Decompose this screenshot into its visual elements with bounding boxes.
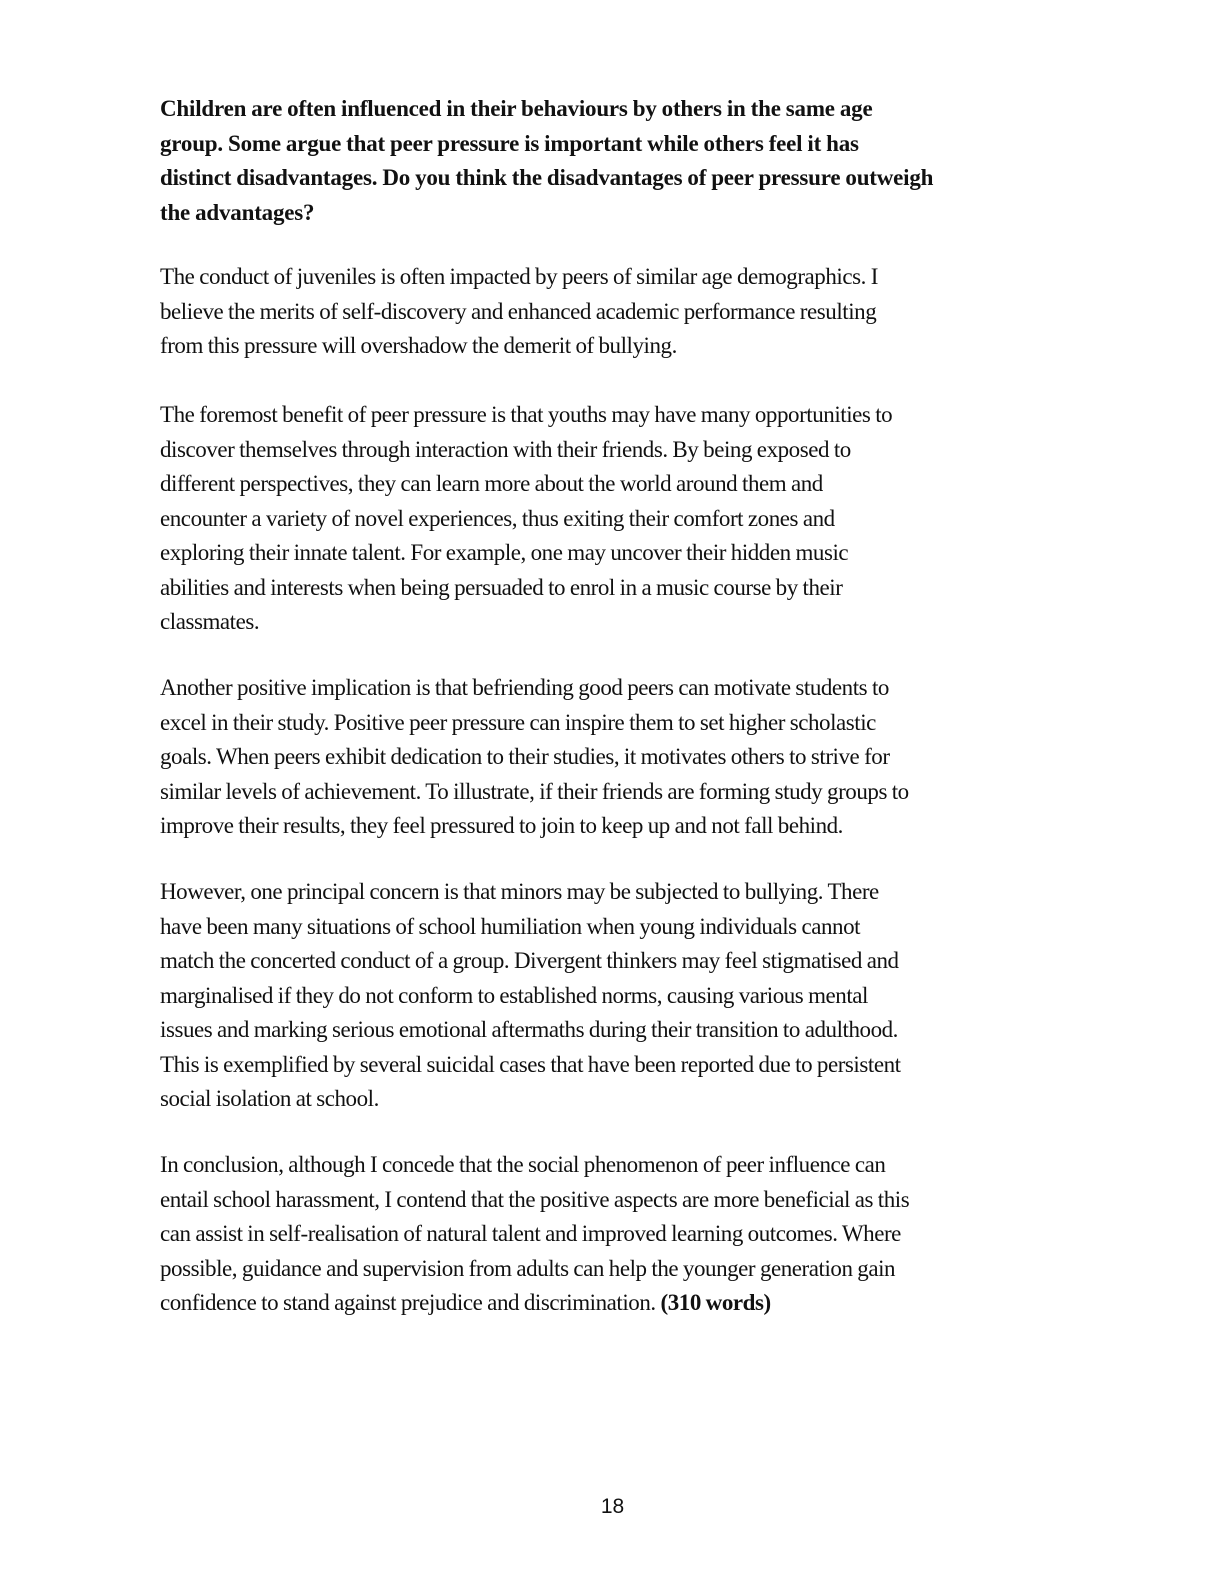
paragraph-body-3 xyxy=(160,875,901,1117)
question-line: distinct disadvantages. Do you think the disadvantages of peer pressure outweigh xyxy=(160,165,934,190)
text-line: entail school harassment, I contend that the positive aspects are more beneficial as this xyxy=(160,1186,910,1212)
text-line: believe the merits of self-discovery and enhanced academic performance resulting xyxy=(160,298,877,324)
text-line: exploring their innate talent. For example, one may uncover their hidden music xyxy=(160,540,849,565)
text-line: possible, guidance and supervision from adults can help the younger generation gain xyxy=(160,1255,896,1281)
text-line-content: confidence to stand against prejudice and discrimination. xyxy=(160,1290,661,1315)
text-line: marginalised if they do not conform to established norms, causing various mental xyxy=(160,982,868,1008)
question-line: group. Some argue that peer pressure is important while others feel it has xyxy=(160,130,859,156)
text-line: can assist in self-realisation of natural talent and improved learning outcomes. Where xyxy=(160,1221,901,1246)
text-line: different perspectives, they can learn more about the world around them and xyxy=(160,471,823,496)
text-line: improve their results, they feel pressured to join to keep up and not fall behind. xyxy=(160,813,843,838)
text-line: However, one principal concern is that minors may be subjected to bullying. There xyxy=(160,879,879,904)
text-line: In conclusion, although I concede that the social phenomenon of peer influence can xyxy=(160,1152,886,1177)
paragraph-introduction xyxy=(160,260,878,364)
text-line: issues and marking serious emotional aftermaths during their transition to adulthood. xyxy=(160,1017,898,1042)
paragraph-conclusion xyxy=(160,1148,909,1321)
page-number: 18 xyxy=(600,1495,625,1518)
text-line: social isolation at school. xyxy=(160,1086,379,1111)
text-line: Another positive implication is that befriending good peers can motivate students to xyxy=(160,675,889,700)
text-line: goals. When peers exhibit dedication to their studies, it motivates others to strive for xyxy=(160,744,890,769)
paragraph-body-2 xyxy=(160,671,909,844)
text-line: The foremost benefit of peer pressure is that youths may have many opportunities to xyxy=(160,402,893,427)
text-line: similar levels of achievement. To illustrate, if their friends are forming study groups to xyxy=(160,778,909,804)
question-line: Children are often influenced in their behaviours by others in the same age xyxy=(160,96,873,121)
text-line: have been many situations of school humiliation when young individuals cannot xyxy=(160,913,861,939)
text-line: classmates. xyxy=(160,609,260,634)
paragraph-body-1 xyxy=(160,398,892,640)
text-line: match the concerted conduct of a group. Divergent thinkers may feel stigmatised and xyxy=(160,948,899,973)
text-line: from this pressure will overshadow the demerit of bullying. xyxy=(160,333,677,358)
text-line-final xyxy=(160,1286,909,1321)
text-line: abilities and interests when being persuaded to enrol in a music course by their xyxy=(160,574,843,600)
text-line: The conduct of juveniles is often impacted by peers of similar age demographics. I xyxy=(160,264,878,289)
essay-question xyxy=(160,92,933,230)
word-count: (310 words) xyxy=(660,1290,771,1315)
text-line: encounter a variety of novel experiences, thus exiting their comfort zones and xyxy=(160,505,835,531)
text-line: discover themselves through interaction with their friends. By being exposed to xyxy=(160,436,851,462)
text-line: excel in their study. Positive peer pressure can inspire them to set higher scholastic xyxy=(160,709,876,735)
text-line: This is exemplified by several suicidal cases that have been reported due to persistent xyxy=(160,1051,901,1077)
question-line: the advantages? xyxy=(160,199,315,225)
